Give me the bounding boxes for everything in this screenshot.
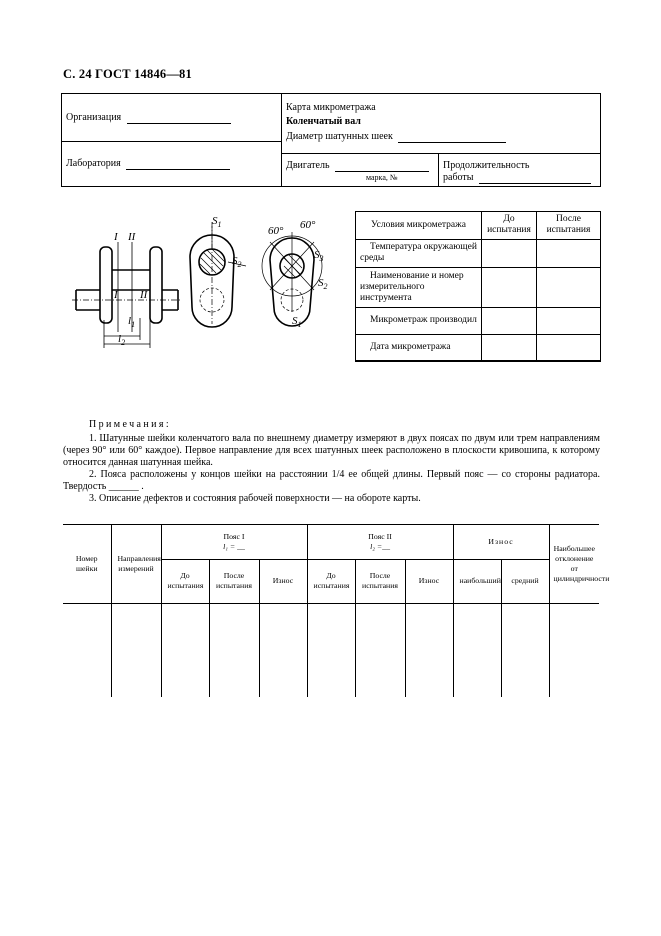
belt2-wear: Износ <box>405 559 453 603</box>
belt2-after: После испытания <box>355 559 405 603</box>
conditions-after-header: После испытания <box>537 212 601 239</box>
col-direction-header: Направления измерений <box>111 525 161 603</box>
note-item-1: 1. Шатунные шейки коленчатого вала по внешнему диаметру измеряют в двух поясах по двум или трем направлениям (через 90° или 60° каждое). Первое направление для всех шатунных шеек расположено в плоскости кривошипа, к которому относится данная шатунная шейка. <box>63 433 600 468</box>
label-S3 <box>314 249 324 263</box>
label-S3-base: S <box>314 249 320 261</box>
label-S3-sub: 3 <box>319 254 324 263</box>
duration-field <box>443 172 591 184</box>
right-crank-web <box>150 247 162 323</box>
diameter-blank <box>398 142 506 143</box>
conditions-before-header: До испытания <box>482 212 537 239</box>
belt1-length: l₁ = __ <box>223 541 245 551</box>
conditions-row-label: Дата микрометража <box>356 334 482 360</box>
wear-max: наибольший <box>453 559 501 603</box>
body-cell <box>209 604 259 697</box>
engine-field <box>286 160 429 172</box>
main-table <box>63 525 610 604</box>
conditions-frame <box>355 211 601 362</box>
belt2-title: Пояс II <box>368 531 392 541</box>
body-cell <box>307 604 355 697</box>
belt1-after: После испытания <box>209 559 259 603</box>
card-vertical-divider <box>281 94 282 186</box>
label-S1b-sub: 1 <box>297 320 302 329</box>
body-cell <box>259 604 307 697</box>
conditions-row-label: Температура окружающей среды <box>356 239 482 267</box>
laboratory-field <box>66 158 230 170</box>
label-angle1: 60° <box>268 225 284 237</box>
belt1-header <box>161 525 307 559</box>
laboratory-blank <box>126 169 230 170</box>
label-l2-sub: 2 <box>121 338 126 347</box>
main-body-row <box>63 604 599 697</box>
organization-label: Организация <box>66 112 122 123</box>
card-left-divider <box>62 141 281 142</box>
label-S2b-sub: 2 <box>323 282 328 291</box>
label-l2-base: l <box>118 333 122 345</box>
main-table-body <box>63 604 599 697</box>
label-S1b-base: S <box>292 315 298 327</box>
conditions-cell <box>482 307 537 334</box>
label-S2-sub: 2 <box>237 260 242 269</box>
body-cell <box>405 604 453 697</box>
conditions-cell <box>537 307 601 334</box>
conditions-row <box>356 307 600 334</box>
conditions-row <box>356 334 600 360</box>
belt1-title: Пояс I <box>223 531 245 541</box>
label-S2-base: S <box>232 255 238 267</box>
card-engine-divider <box>438 153 439 186</box>
belt2-before: До испытания <box>307 559 355 603</box>
belt2-length: l₂ =__ <box>370 541 390 551</box>
conditions-cell <box>537 334 601 360</box>
belt2-header <box>307 525 453 559</box>
card-header-block <box>61 93 601 187</box>
conditions-table <box>356 212 600 361</box>
engine-sublabel: марка, № <box>366 173 398 182</box>
notes-title: Примечания: <box>89 419 172 430</box>
main-table-frame <box>63 524 610 697</box>
label-S1-view2 <box>292 315 302 329</box>
label-S1-sub: 1 <box>217 220 222 229</box>
label-S2-side <box>232 255 242 269</box>
main-header-row-1 <box>63 525 599 559</box>
conditions-cell <box>537 267 601 307</box>
wear-header: Износ <box>453 525 549 559</box>
label-l1-sub: 1 <box>131 320 136 329</box>
body-cell <box>161 604 209 697</box>
belt1-wear: Износ <box>259 559 307 603</box>
label-II: II <box>128 231 136 243</box>
label-l1-base: l <box>128 315 132 327</box>
label-I: I <box>114 231 118 243</box>
conditions-cell <box>537 239 601 267</box>
body-cell <box>549 604 599 697</box>
label-S2b-base: S <box>318 277 324 289</box>
conditions-row <box>356 267 600 307</box>
card-title: Карта микрометража <box>286 102 376 113</box>
engine-label: Двигатель <box>286 160 330 171</box>
label-S2-view2 <box>318 277 328 291</box>
label-S1-base: S <box>212 215 218 227</box>
label-I-lower: I <box>114 289 118 301</box>
label-angle2: 60° <box>300 219 316 231</box>
engine-blank <box>335 171 429 172</box>
label-l2 <box>118 333 125 347</box>
notes-section <box>63 419 600 505</box>
diameter-label: Диаметр шатунных шеек <box>286 131 393 142</box>
label-S1-top <box>212 215 222 229</box>
body-cell <box>111 604 161 697</box>
label-II-lower: II <box>140 289 148 301</box>
dimension-lines <box>104 318 150 348</box>
conditions-header-row <box>356 212 600 239</box>
note-item-3: 3. Описание дефектов и состояния рабочей поверхности — на обороте карты. <box>89 493 421 504</box>
page-header: С. 24 ГОСТ 14846—81 <box>63 67 192 81</box>
laboratory-label: Лаборатория <box>66 158 121 169</box>
body-cell <box>453 604 501 697</box>
conditions-row <box>356 239 600 267</box>
conditions-cell <box>482 239 537 267</box>
card-right-divider <box>281 153 601 154</box>
conditions-cell <box>482 267 537 307</box>
label-l1 <box>128 315 135 329</box>
duration-blank <box>479 183 591 184</box>
duration-label: работы <box>443 172 474 183</box>
duration-line1: Продолжительность <box>443 160 530 171</box>
note-item-2: 2. Пояса расположены у концов шейки на расстоянии 1/4 ее общей длины. Первый пояс — со стороны радиатора. Твердость ______ . <box>63 469 600 492</box>
body-cell <box>63 604 111 697</box>
col-number-header: Номер шейки <box>75 553 98 573</box>
part-name: Коленчатый вал <box>286 116 361 127</box>
body-cell <box>355 604 405 697</box>
deviation-header: Наибольшее отклонение от цилиндричности <box>549 525 599 603</box>
body-cell <box>501 604 549 697</box>
wear-avg: средний <box>501 559 549 603</box>
conditions-row-label: Микрометраж производил <box>356 307 482 334</box>
conditions-row-label: Наименование и номер измерительного инструмента <box>356 267 482 307</box>
organization-blank <box>127 123 231 124</box>
organization-field <box>66 112 231 124</box>
conditions-col-header: Условия микрометража <box>356 212 482 239</box>
left-crank-web <box>100 247 112 323</box>
crankshaft-figure <box>70 212 350 352</box>
conditions-cell <box>482 334 537 360</box>
diameter-field <box>286 131 506 143</box>
belt1-before: До испытания <box>161 559 209 603</box>
